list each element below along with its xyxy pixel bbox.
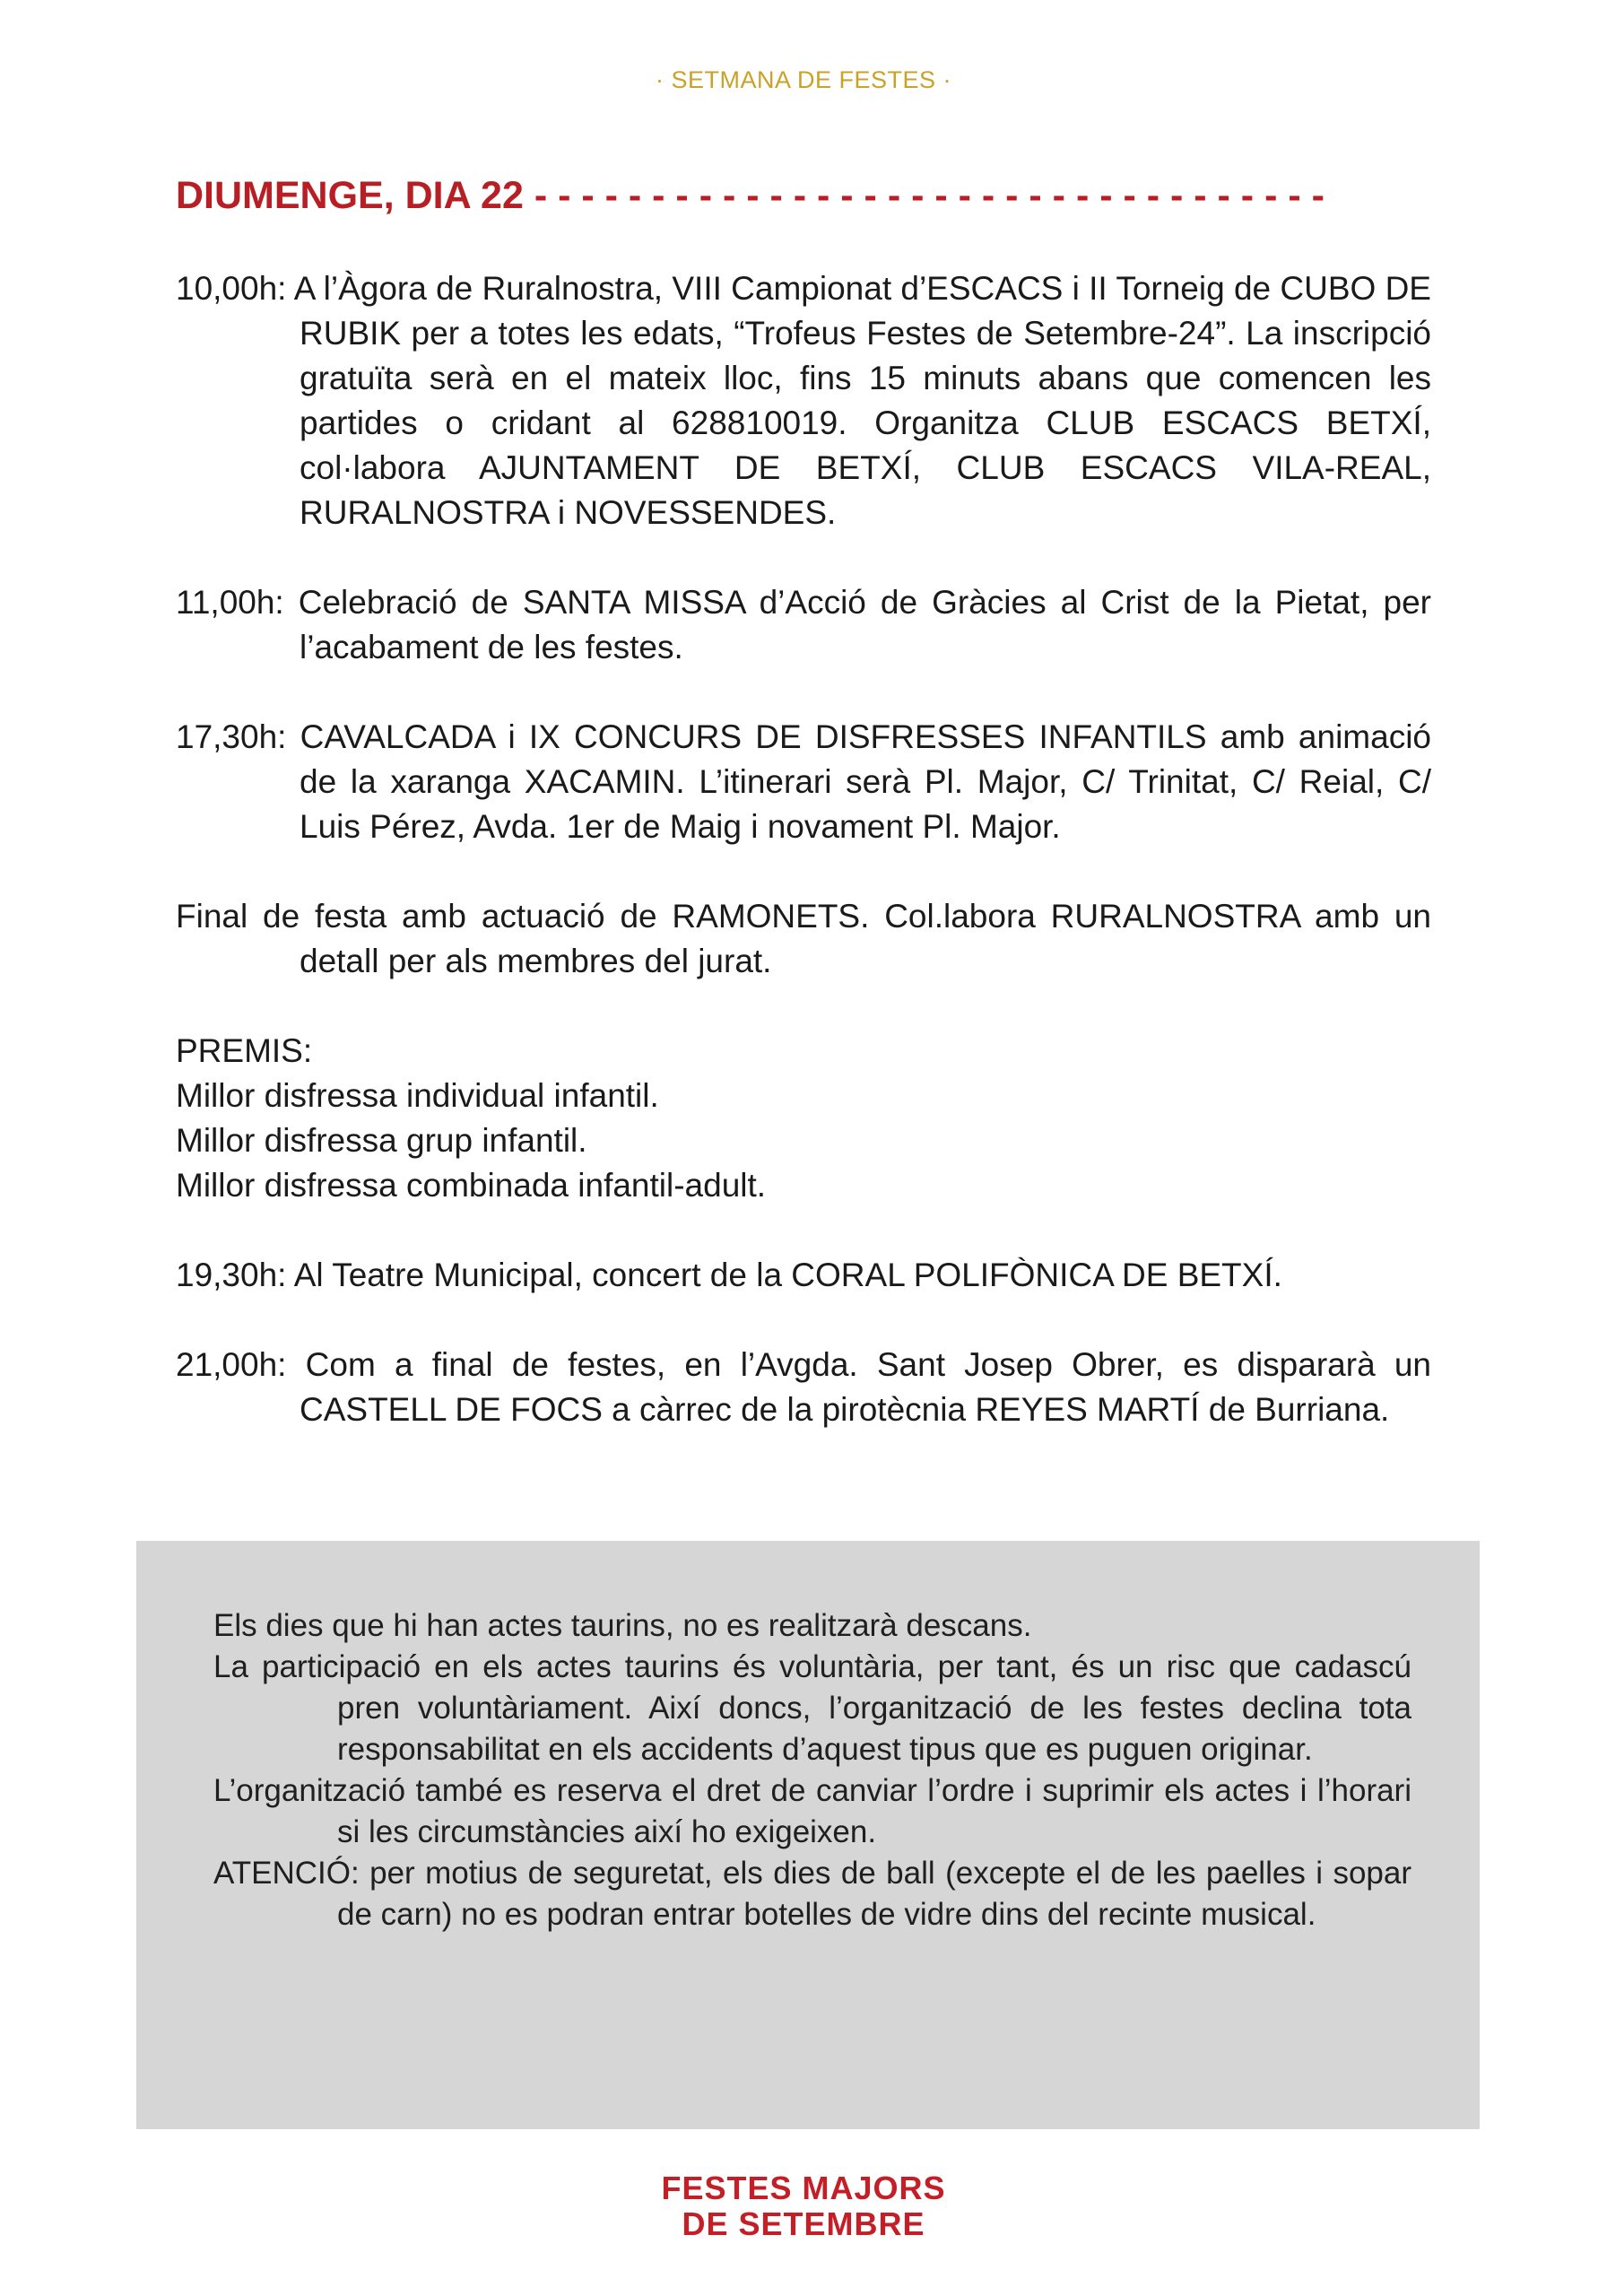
prizes-heading: PREMIS:: [176, 1032, 313, 1069]
prize-item: Millor disfressa grup infantil.: [176, 1122, 587, 1159]
event-text: Al Teatre Municipal, concert de la CORAL POLIFÒNICA DE BETXÍ.: [293, 1257, 1282, 1293]
event-time: 10,00h:: [176, 270, 287, 307]
notice-box: [136, 1541, 1480, 2129]
program-content: [176, 266, 1431, 1477]
notice-line: La participació en els actes taurins és voluntària, per tant, és un risc que cadascú pren voluntàriament. Així doncs, l’organització de les festes declina tota responsabilitat en els accidents d’aquest tipus que es puguen originar.: [213, 1649, 1412, 1767]
notice-text: [213, 1605, 1412, 1935]
running-header: · SETMANA DE FESTES ·: [655, 66, 952, 93]
event-entry: [176, 266, 1431, 535]
event-time: 19,30h:: [176, 1257, 287, 1293]
event-text: A l’Àgora de Ruralnostra, VIII Campionat d’ESCACS i II Torneig de CUBO DE RUBIK per a totes les edats, “Trofeus Festes de Setembre-24”. La inscripció gratuïta serà en el mateix lloc, fins 15 minuts abans que comencen les partides o cridant al 628810019. Organitza CLUB ESCACS BETXÍ, col·labora AJUNTAMENT DE BETXÍ, CLUB ESCACS VILA-REAL, RURALNOSTRA i NOVESSENDES.: [293, 270, 1431, 531]
prizes-list: [176, 1029, 1431, 1208]
event-entry: [176, 1343, 1431, 1432]
prize-item: Millor disfressa individual infantil.: [176, 1077, 659, 1114]
event-entry: [176, 715, 1431, 849]
attention-note: ATENCIÓ: per motius de seguretat, els dies de ball (excepte el de les paelles i sopar de carn) no es podran entrar botelles de vidre dins del recinte musical.: [213, 1856, 1412, 1932]
day-title: DIUMENGE, DIA 22: [176, 174, 524, 217]
event-entry: [176, 580, 1431, 670]
footer-logo: [0, 2170, 1607, 2242]
event-entry: [176, 1253, 1431, 1298]
final-note: Final de festa amb actuació de RAMONETS. Col.labora RURALNOSTRA amb un detall per als membres del jurat.: [176, 898, 1431, 979]
prize-item: Millor disfressa combinada infantil-adult.: [176, 1167, 767, 1204]
dash-rule: - - - - - - - - - - - - - - - - - - - - - - - - - - - - - - - - - -: [534, 174, 1325, 217]
event-text: CAVALCADA i IX CONCURS DE DISFRESSES INFANTILS amb animació de la xaranga XACAMIN. L’itinerari serà Pl. Major, C/ Trinitat, C/ Reial, C/ Luis Pérez, Avda. 1er de Maig i novament Pl. Major.: [300, 718, 1432, 845]
event-time: 21,00h:: [176, 1346, 287, 1383]
notice-line: L’organització també es reserva el dret de canviar l’ordre i suprimir els actes i l’horari si les circumstàncies així ho exigeixen.: [213, 1773, 1412, 1849]
event-time: 17,30h:: [176, 718, 287, 755]
event-time: 11,00h:: [176, 584, 284, 621]
footer-line: FESTES MAJORS: [661, 2170, 946, 2206]
footer-line: DE SETEMBRE: [682, 2205, 925, 2242]
day-heading: [176, 170, 1431, 221]
event-text: Celebració de SANTA MISSA d’Acció de Gràcies al Crist de la Pietat, per l’acabament de les festes.: [298, 584, 1431, 665]
event-text: Com a final de festes, en l’Avgda. Sant Josep Obrer, es dispararà un CASTELL DE FOCS a càrrec de la pirotècnia REYES MARTÍ de Burriana.: [300, 1346, 1431, 1428]
notice-line: Els dies que hi han actes taurins, no es realitzarà descans.: [213, 1608, 1032, 1643]
